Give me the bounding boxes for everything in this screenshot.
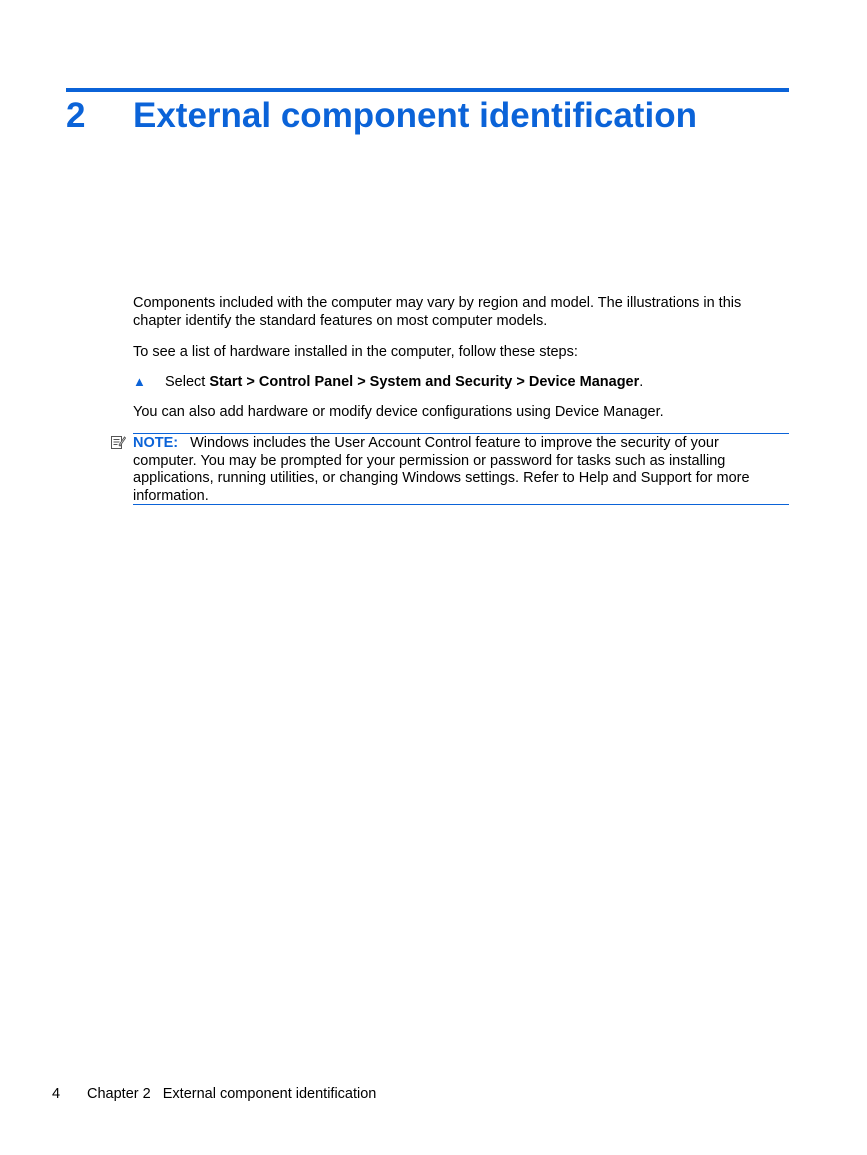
note-text: [133, 435, 773, 505]
steps-intro-paragraph: To see a list of hardware installed in the computer, follow these steps:: [133, 344, 578, 360]
intro-paragraph: Components included with the computer may vary by region and model. The illustrations in this chapter identify the standard features on most computer models.: [133, 295, 742, 329]
triangle-up-icon: ▲: [133, 374, 146, 389]
note-pencil-icon: [110, 434, 126, 450]
step-text: [165, 373, 643, 391]
step-select-label: Select: [165, 374, 210, 390]
note-body: Windows includes the User Account Control feature to improve the security of your computer. You may be prompted for your permission or password for tasks such as installing applications, running utilities, or changing Windows settings. Refer to Help and Support for more information.: [133, 435, 750, 504]
step-end-punct: .: [639, 374, 644, 390]
footer-chapter-ref: Chapter 2 External component identification: [87, 1086, 377, 1102]
chapter-heading: [66, 92, 789, 140]
device-manager-paragraph: You can also add hardware or modify device configurations using Device Manager.: [133, 404, 664, 420]
chapter-title: External component identification: [133, 96, 697, 135]
chapter-number: 2: [66, 96, 86, 135]
note-box: [133, 433, 789, 505]
step-menu-path: Start > Control Panel > System and Security > Device Manager: [209, 374, 640, 390]
note-label: NOTE:: [133, 435, 179, 451]
footer-page-number: 4: [52, 1086, 61, 1102]
